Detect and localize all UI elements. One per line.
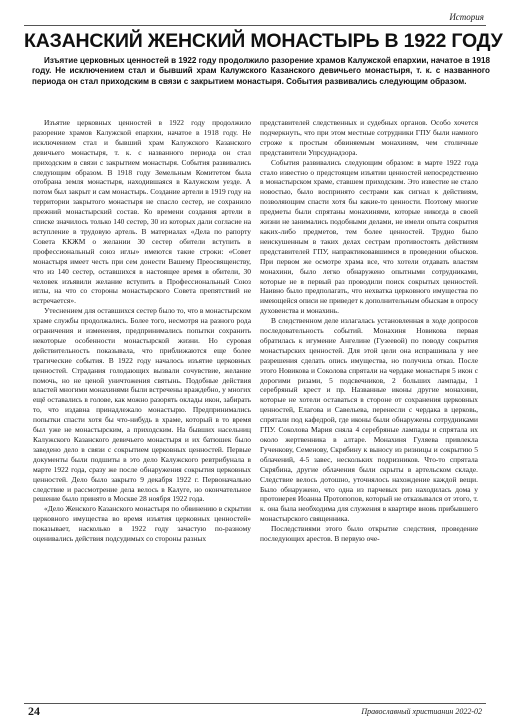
paragraph: «Дело Женского Казанского монастыря по обвинению в скрытии церковного имущества во время изъятия церковных ценностей» показывает, насколько в 1922 году зачастую по-разному оценивались действия подсудимых со стороны разных [33,504,251,544]
left-column [33,118,251,544]
paragraph: Последствиями этого было открытие следствия, проведение последующих арестов. В первую оче- [260,524,478,544]
article-title: КАЗАНСКИЙ ЖЕНСКИЙ МОНАСТЫРЬ В 1922 ГОДУ [24,30,503,52]
paragraph: представителей следственных и судебных органов. Особо хочется подчеркнуть, что при этом местные сотрудники ГПУ были намного строже к простым обвиняемым монахиням, чем столичные представители Упрсуднадзора. [260,118,478,157]
footer-rule [24,703,486,704]
paragraph: События развивались следующим образом: в марте 1922 года стало известно о предстоящем изъятии ценностей непосредственно в монастырском храме, ставшем приходским. Это известие не стало новостью, было воспринято сестрами как сигнал к действиям, позволяющим спасти хотя бы какие-то ценности. Поэтому многие предметы были спрятаны монахинями, которые никогда в своей жизни не занимались подобными делами, не имели опыта сокрытия каких-либо предметов, тем более ценностей. Трудно было неискушенным в таких делах сестрам противостоять действиям представителей ГПУ, напрактиковавшимся в проведении обысков. При первом же осмотре храма все, что хотели отдавать властям монахини, было легко обнаружено опытными сотрудниками, которые не в первый раз проводили поиск сокрытых ценностей. Наивно было предполагать, что нехватка церковного имущества по имеющейся описи не приведет к дополнительным обыскам в опросу духовенства и монахинь. [260,157,478,316]
paragraph: В следственном деле излагалась установленная в ходе допросов последовательность событий. Монахиня Новикова первая обратилась к игумение Ангелине (Гузеевой) по поводу сокрытия монастырских ценностей. Для этой цели она испрашивала у нее разрешения сделать опись имущества, но получила отказ. После этого Новикова и Соколова спрятали на чердаке монастыря 5 икон с дорогими ризами, 5 подсвечников, 2 больших лампады, 1 серебряный крест и пр. Названные иконы другие монахини, которые не хотели оставаться в стороне от сохранения церковных ценностей, Елагова и Савельева, перенесли с чердака в церковь, спрятали под кафедрой, где иконы были обнаружены сотрудниками ГПУ. Соколова Мария сняла 4 серебряные лампады и спрятала их около жертвенника в алтаре. Монахиня Гуляева привлекла Гученкову, Семенову, Скрябину к выносу из ризницы и сокрытию 5 облачений, 4-5 завес, нескольких подризников. Что-то спрятала Скрябина, другие облачения были скрыты в артельском складе. Следствие велось дотошно, уточнялось нахождение каждой вещи. Было обнаружено, что одна из парчевых риз находилась дома у протоиерея Иоанна Протопопов, который не отказывался от этого, т. к. она была необходима для служения в квартире вновь прибывшего монастырского священника. [260,316,478,524]
paragraph: Изъятие церковных ценностей в 1922 году продолжило разорение храмов Калужской епархии, начатое в 1918 году. Не исключением стал и бывший храм Калужского Казанского девичьего монастыря, т. к. с названного периода он стал приходским в связи с закрытием монастыря. События развивались следующим образом. В 1918 году Земельным Комитетом была отобрана земля монастыря, находившаяся в Калужском уезде. А потом был закрыт и сам монастырь. Создание артели в 1919 году на территории закрытого монастыря не спасло сестер, не сохранило прежний монастырский состав. Ко времени создания артели в списке значилось только 140 сестер, 30 из которых дали согласие на вступление в трудовую артель. В материалах «Дела по рапорту Совета ККЖМ о желании 30 сестер обители вступить в профессиональный союз иглы» имеются такие строки: «Совет монастыря имеет честь при сем донести Вашему Преосвященству, что из 140 сестер, оставшихся в настоящее время в обители, 30 человек изъявили желание вступить в Профессиональный Союз иглы, на что со стороны монастырского Совета препятствий не встречается». [33,118,251,306]
paragraph: Утеснением для оставшихся сестер было то, что в монастырском храме службы продолжались. Более того, несмотря на разного рода ограничения и изменения, предпринимались попытки сохранить некоторые особенности монастырской жизни. Но суровая действительность показывала, что приближаются еще более трагические события. В 1922 году началось изъятие церковных ценностей. Страдания голодающих вызвали сочувствие, желание помочь, но не ценой уничтожения святынь. Подобные действия властей многими монахинями были встречены враждебно, у многих ещё оставались в голове, как можно разорять оклады икон, забирать то, что издавна принадлежало монастырю. Предпринимались попытки спасти хотя бы что-нибудь в храме, который в то время был уже не монастырским, а приходским. На бывших насельниц Калужского Казанского девичьего монастыря и их батюшек было заведено дело в связи с сокрытием церковных ценностей. Первые документы были подшиты в это дело Калужского ревтрибунала в марте 1922 года, сразу же после обнаружения сокрытия церковных ценностей. Дело было закрыто 9 декабря 1922 г. Первоначально следствие и рассмотрение дела велось в Калуге, но окончательное решение было принято в Москве 28 ноября 1922 года. [33,306,251,504]
right-column [260,118,478,544]
header-rule [24,25,486,26]
section-label: История [449,12,484,22]
journal-name: Православный христианин 2022-02 [361,707,482,716]
article-lead: Изъятие церковных ценностей в 1922 году продолжило разорение храмов Калужской епархии, начатое в 1918 году. Не исключением стал и бывший храм Калужского Казанского девичьего монастыря, т. к. с названного периода он стал приходским в связи с закрытием монастыря. События развивались следующим образом. [32,56,490,86]
page-number: 24 [28,704,40,718]
